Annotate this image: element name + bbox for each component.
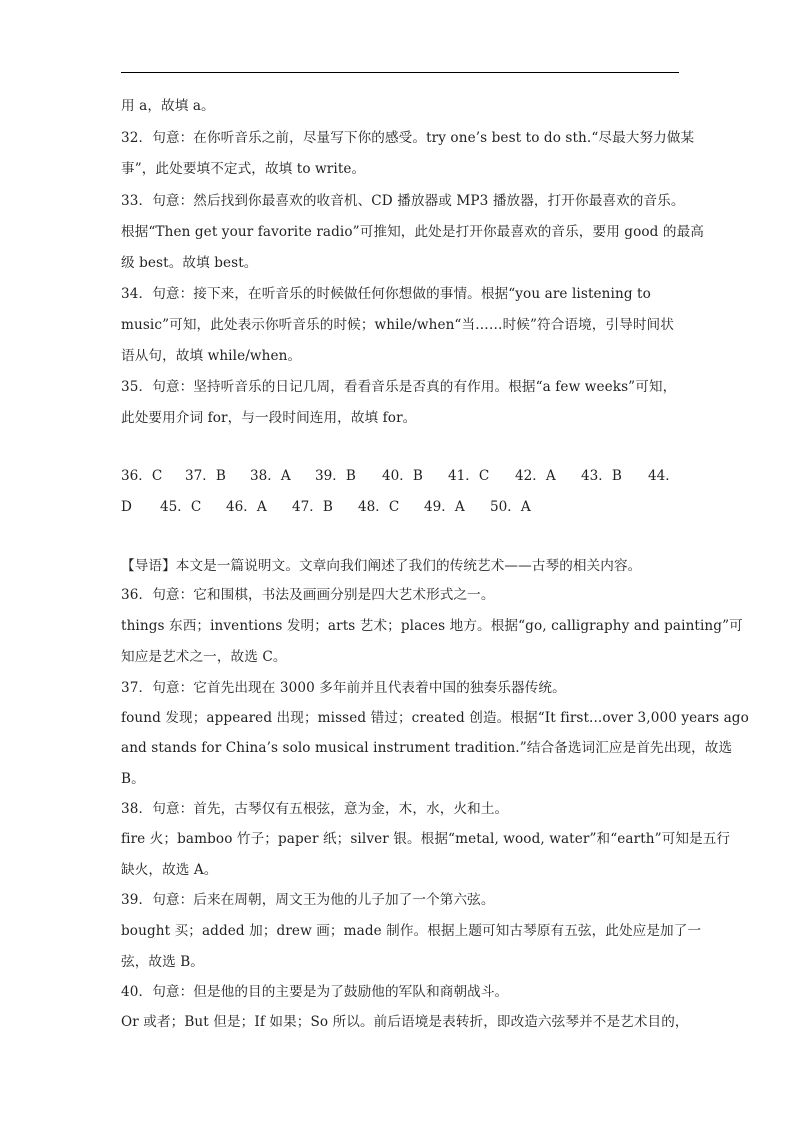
text-line: Or 或者；But 但是；If 如果；So 所以。前后语境是表转折，即改造六弦琴并不是艺术目的，	[121, 1014, 689, 1030]
text-line: found 发现；appeared 出现；missed 错过；created 创造。根据“It first...over 3,000 years ago	[121, 710, 749, 726]
answer-item: 46．A	[226, 499, 267, 515]
answer-item: 36．C	[121, 468, 163, 484]
text-line: 事”，此处要填不定式，故填 to write。	[121, 161, 366, 177]
text-line: fire 火；bamboo 竹子；paper 纸；silver 银。根据“metal, wood, water”和“earth”可知是五行	[121, 831, 731, 847]
text-line: 32．句意：在你听音乐之前，尽量写下你的感受。try one’s best to do sth.“尽最大努力做某	[121, 130, 695, 146]
text-line: 知应是艺术之一，故选 C。	[121, 649, 287, 665]
answer-item: 37．B	[185, 468, 226, 484]
answer-item: 49．A	[424, 499, 465, 515]
header-rule	[121, 72, 679, 73]
text-line: 此处要用介词 for，与一段时间连用，故填 for。	[121, 410, 417, 426]
text-line: 用 a，故填 a。	[121, 98, 215, 114]
text-line: things 东西；inventions 发明；arts 艺术；places 地方。根据“go, calligraphy and painting”可	[121, 618, 743, 634]
text-line: 语从句，故填 while/when。	[121, 348, 302, 364]
answer-item: 48．C	[358, 499, 400, 515]
text-line: 37．句意：它首先出现在 3000 多年前并且代表着中国的独奏乐器传统。	[121, 680, 566, 696]
answer-item: 40．B	[382, 468, 423, 484]
text-line: bought 买；added 加；drew 画；made 制作。根据上题可知古琴原有五弦，此处应是加了一	[121, 923, 702, 939]
text-line: music”可知，此处表示你听音乐的时候；while/when“当……时候”符合语境，引导时间状	[121, 317, 674, 333]
text-line: 38．句意：首先，古琴仅有五根弦，意为金，木，水，火和土。	[121, 801, 509, 817]
answer-item: 38．A	[250, 468, 291, 484]
answer-item: 50．A	[490, 499, 531, 515]
text-line: 35．句意：坚持听音乐的日记几周，看看音乐是否真的有作用。根据“a few weeks”可知，	[121, 379, 677, 395]
text-line: 34．句意：接下来，在听音乐的时候做任何你想做的事情。根据“you are listening to	[121, 286, 651, 302]
answer-item: 41．C	[448, 468, 490, 484]
text-line: 弦，故选 B。	[121, 954, 204, 970]
text-line: 36．句意：它和围棋，书法及画画分别是四大艺术形式之一。	[121, 587, 495, 603]
text-line: 缺火，故选 A。	[121, 862, 218, 878]
answer-item: 39．B	[315, 468, 356, 484]
text-line: B。	[121, 771, 145, 787]
text-line: 根据“Then get your favorite radio”可推知，此处是打开你最喜欢的音乐，要用 good 的最高	[121, 224, 704, 240]
text-line: 【导语】本文是一篇说明文。文章向我们阐述了我们的传统艺术——古琴的相关内容。	[121, 558, 642, 574]
text-line: 级 best。故填 best。	[121, 255, 258, 271]
text-line: 40．句意：但是他的目的主要是为了鼓励他的军队和商朝战斗。	[121, 984, 509, 1000]
answer-item: 42．A	[515, 468, 556, 484]
answer-item: 43．B	[581, 468, 622, 484]
text-line: 33．句意：然后找到你最喜欢的收音机、CD 播放器或 MP3 播放器，打开你最喜欢的音乐。	[121, 193, 685, 209]
answer-item: D	[121, 499, 132, 515]
answer-item: 45．C	[160, 499, 202, 515]
text-line: and stands for China’s solo musical instrument tradition.”结合备选词汇应是首先出现，故选	[121, 740, 733, 756]
answer-item: 44．	[648, 468, 679, 484]
answer-item: 47．B	[292, 499, 333, 515]
text-line: 39．句意：后来在周朝，周文王为他的儿子加了一个第六弦。	[121, 892, 495, 908]
